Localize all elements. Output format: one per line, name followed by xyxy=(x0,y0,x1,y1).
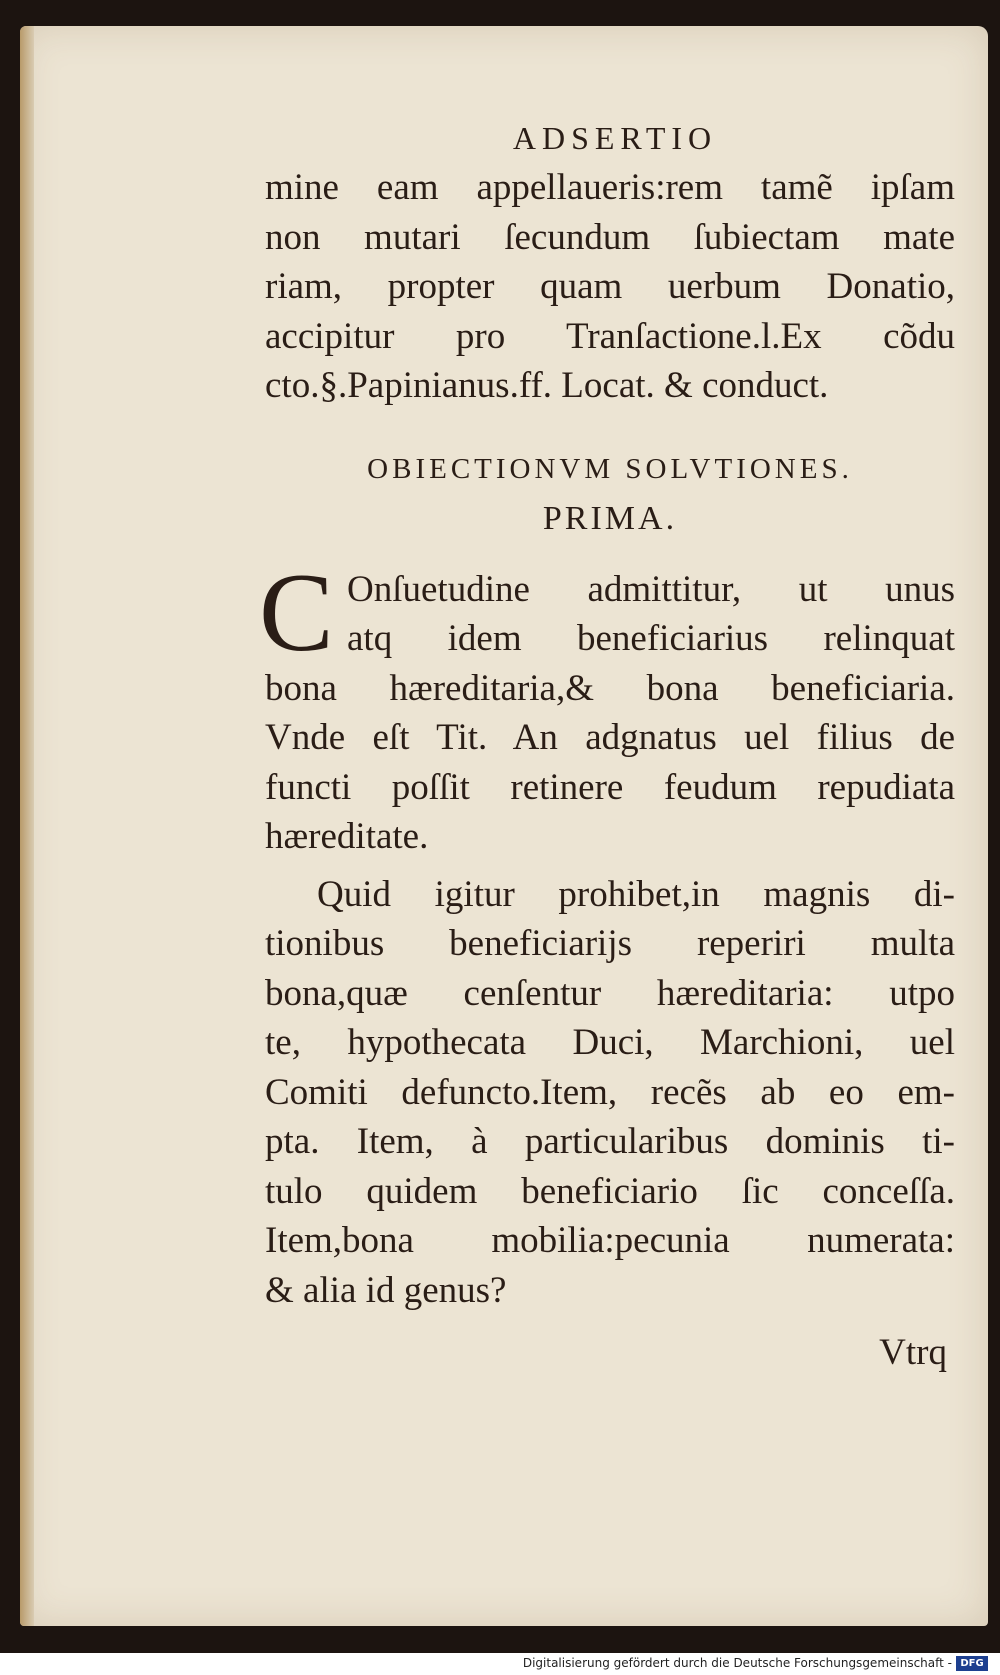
section-heading: OBIECTIONVM SOLVTIONES. xyxy=(367,452,853,485)
dfg-logo: DFG xyxy=(956,1656,988,1671)
footer-bar xyxy=(0,1653,1000,1675)
running-head: ADSERTIO xyxy=(512,120,718,156)
text-line: Onſuetudine admittitur, ut unus xyxy=(347,568,955,610)
paragraph-top xyxy=(265,163,955,411)
drop-cap: C xyxy=(259,550,334,675)
text-line: bona,quæ cenſentur hæreditaria: utpo xyxy=(265,972,955,1014)
text-line: pta. Item, à particularibus dominis ti- xyxy=(265,1121,955,1162)
paragraph-first xyxy=(259,550,955,862)
text-line: functi poſſit retinere feudum repudiata xyxy=(265,766,955,808)
text-line: Vnde eſt Tit. An adgnatus uel filius de xyxy=(265,717,955,758)
footer-credit: Digitalisierung gefördert durch die Deutsche Forschungsgemeinschaft - xyxy=(522,1656,952,1670)
text-line: non mutari ſecundum ſubiectam mate xyxy=(265,216,955,258)
text-line: riam, propter quam uerbum Donatio, xyxy=(265,266,955,307)
paragraph-second xyxy=(265,870,955,1316)
catchword: Vtrq xyxy=(879,1332,947,1373)
section-subheading: PRIMA. xyxy=(542,499,678,537)
text-line: Item,bona mobilia:pecunia numerata: xyxy=(265,1220,955,1261)
text-line: accipitur pro Tranſactione.l.Ex cõdu xyxy=(265,315,955,357)
text-line: mine eam appellaueris:rem tamẽ ipſam xyxy=(265,167,955,208)
text-block xyxy=(259,120,955,1374)
text-line: tionibus beneficiarijs reperiri multa xyxy=(265,923,955,964)
text-line: Quid igitur prohibet,in magnis di- xyxy=(317,873,955,915)
page-gutter-edge xyxy=(20,26,34,1626)
text-line: tulo quidem beneficiario ſic conceſſa. xyxy=(265,1170,955,1212)
text-line: cto.§.Papinianus.ff. Locat. & conduct. xyxy=(265,365,829,406)
text-line: atq idem beneficiarius relinquat xyxy=(347,618,955,659)
text-line: te, hypothecata Duci, Marchioni, uel xyxy=(265,1022,955,1063)
text-line: Comiti defuncto.Item, recẽs ab eo em- xyxy=(265,1071,955,1113)
text-line: & alia id genus? xyxy=(265,1269,507,1311)
text-line: hæreditate. xyxy=(265,816,429,857)
text-line: bona hæreditaria,& bona beneficiaria. xyxy=(265,667,955,709)
